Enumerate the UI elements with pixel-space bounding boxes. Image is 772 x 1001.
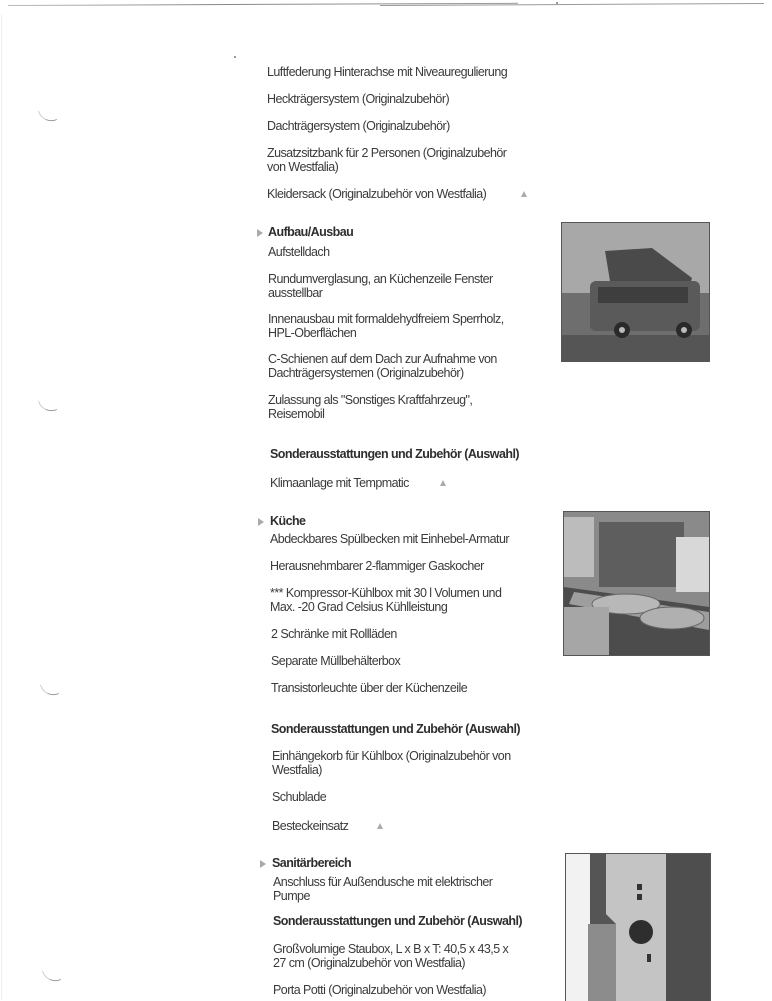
scan-speck	[556, 2, 558, 4]
section-heading: Küche	[270, 514, 306, 528]
options-heading: Sonderausstattungen und Zubehör (Auswahl)	[270, 447, 519, 461]
triangle-up-icon[interactable]	[440, 480, 446, 486]
list-item: 27 cm (Originalzubehör von Westfalia)	[273, 956, 466, 970]
list-item: Rundumverglasung, an Küchenzeile Fenster	[268, 272, 493, 286]
list-item: Innenausbau mit formaldehydfreiem Sperrholz,	[268, 312, 504, 326]
list-item: Heckträgersystem (Originalzubehör)	[267, 92, 450, 106]
triangle-up-icon[interactable]	[521, 191, 527, 197]
list-item: Dachträgersystemen (Originalzubehör)	[268, 366, 464, 380]
list-item: Einhängekorb für Kühlbox (Originalzubehör von	[272, 749, 511, 763]
punch-hole-mark	[38, 106, 57, 125]
list-item: Abdeckbares Spülbecken mit Einhebel-Armatur	[270, 532, 509, 546]
list-item: Pumpe	[273, 889, 310, 903]
list-item: Dachträgersystem (Originalzubehör)	[267, 119, 450, 133]
list-item: Separate Müllbehälterbox	[271, 654, 401, 668]
options-heading: Sonderausstattungen und Zubehör (Auswahl)	[271, 722, 520, 736]
list-item: C-Schienen auf dem Dach zur Aufnahme von	[268, 352, 497, 366]
punch-hole-mark	[38, 396, 57, 415]
list-item: ausstellbar	[268, 286, 323, 300]
list-item: Schublade	[272, 790, 327, 804]
scan-edge	[1, 15, 2, 1000]
list-item: Großvolumige Staubox, L x B x T: 40,5 x 43,5 x	[273, 942, 509, 956]
list-item: Zulassung als "Sonstiges Kraftfahrzeug",	[268, 393, 473, 407]
list-item: Porta Potti (Originalzubehör von Westfalia)	[273, 983, 487, 997]
list-item: Transistorleuchte über der Küchenzeile	[271, 681, 468, 695]
list-item: Westfalia)	[272, 763, 322, 777]
scan-speck	[234, 56, 236, 58]
section-heading: Sanitärbereich	[272, 856, 352, 870]
triangle-right-icon	[257, 229, 263, 237]
shower-connection-photo	[565, 853, 711, 1001]
triangle-up-icon[interactable]	[377, 823, 383, 829]
options-heading: Sonderausstattungen und Zubehör (Auswahl)	[273, 914, 522, 928]
kitchen-photo	[563, 511, 710, 656]
punch-hole-mark	[40, 680, 59, 699]
list-item: Kleidersack (Originalzubehör von Westfalia)	[267, 187, 487, 201]
list-item: Aufstelldach	[268, 245, 330, 259]
list-item: Anschluss für Außendusche mit elektrischer	[273, 875, 493, 889]
list-item: HPL-Oberflächen	[268, 326, 357, 340]
triangle-right-icon	[258, 518, 264, 526]
section-heading: Aufbau/Ausbau	[268, 225, 354, 239]
list-item: Herausnehmbarer 2-flammiger Gaskocher	[270, 559, 484, 573]
punch-hole-mark	[42, 966, 61, 985]
list-item: Klimaanlage mit Tempmatic	[270, 476, 409, 490]
list-item: Reisemobil	[268, 407, 325, 421]
triangle-right-icon	[260, 860, 266, 868]
list-item: Besteckeinsatz	[272, 819, 349, 833]
list-item: Zusatzsitzbank für 2 Personen (Originalzubehör	[267, 146, 507, 160]
list-item: Max. -20 Grad Celsius Kühlleistung	[270, 600, 448, 614]
camper-van-photo	[561, 222, 710, 362]
list-item: *** Kompressor-Kühlbox mit 30 l Volumen und	[270, 586, 502, 600]
list-item: Luftfederung Hinterachse mit Niveauregulierung	[267, 65, 508, 79]
list-item: 2 Schränke mit Rollläden	[271, 627, 397, 641]
list-item: von Westfalia)	[267, 160, 339, 174]
